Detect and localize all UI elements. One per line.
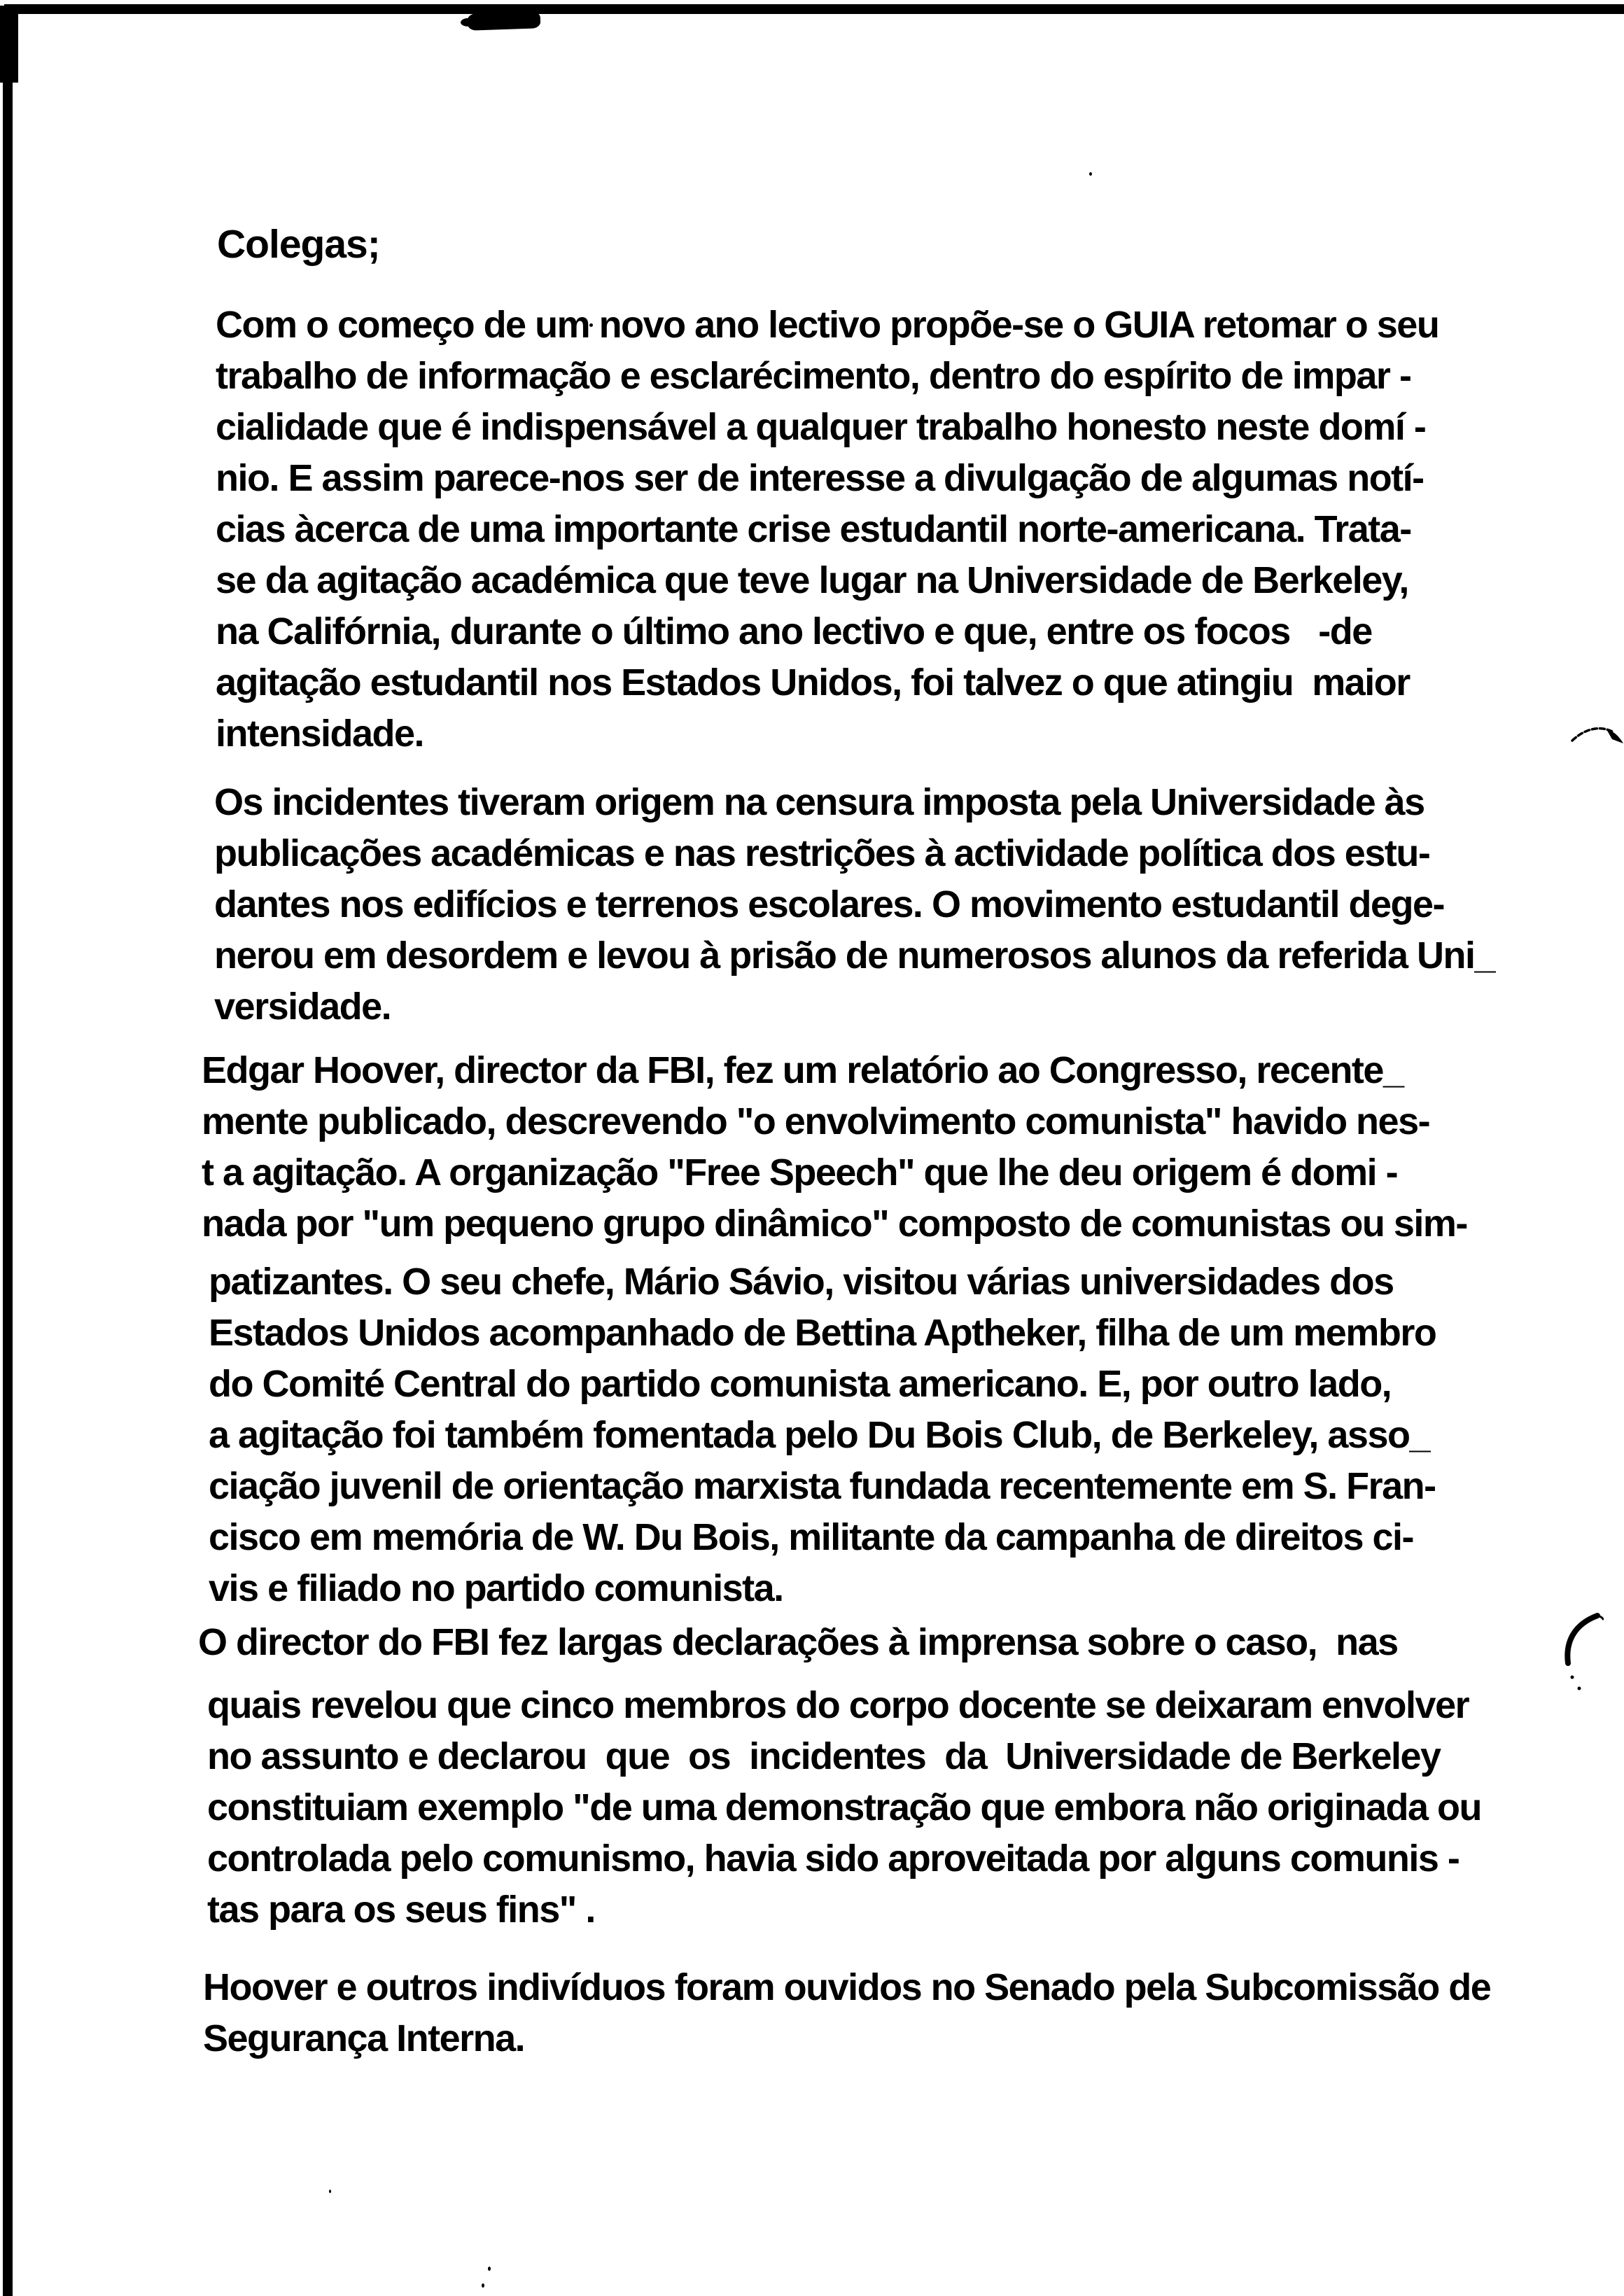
text-line: quais revelou que cinco membros do corpo docente se deixaram envolver: [207, 1684, 1469, 1726]
speck: [1089, 172, 1092, 176]
paragraph-fbi-declarations-lead: [198, 1617, 1398, 1668]
text-line: nerou em desordem e levou à prisão de numerosos alunos da referida Uni_: [214, 934, 1495, 976]
text-line: ciação juvenil de orientação marxista fundada recentemente em S. Fran-: [209, 1465, 1436, 1507]
text-line: constituiam exemplo "de uma demonstração que embora não originada ou: [207, 1786, 1481, 1828]
text-line: nada por "um pequeno grupo dinâmico" composto de comunistas ou sim-: [202, 1203, 1467, 1245]
speck: [482, 2283, 484, 2288]
pen-swoosh-mark: [1570, 720, 1624, 758]
text-line: Estados Unidos acompanhado de Bettina Aptheker, filha de um membro: [209, 1312, 1436, 1354]
text-line: cisco em memória de W. Du Bois, militante da campanha de direitos ci-: [209, 1516, 1414, 1558]
text-line: patizantes. O seu chefe, Mário Sávio, visitou várias universidades dos: [209, 1261, 1394, 1303]
text-line: versidade.: [214, 986, 391, 1028]
paragraph-senate-hearing: [203, 1962, 1490, 2064]
text-line: mente publicado, descrevendo "o envolvimento comunista" havido nes-: [202, 1100, 1430, 1142]
text-line: Os incidentes tiveram origem na censura imposta pela Universidade às: [214, 781, 1424, 823]
scan-corner-mark: [0, 6, 18, 83]
salutation-heading: Colegas;: [217, 222, 380, 267]
text-line: tas para os seus fins" .: [207, 1889, 595, 1931]
scan-left-edge-bar: [3, 6, 13, 2296]
text-line: se da agitação académica que teve lugar na Universidade de Berkeley,: [216, 559, 1408, 601]
text-line: agitação estudantil nos Estados Unidos, foi talvez o que atingiu maior: [216, 662, 1410, 704]
pen-paren-mark: [1551, 1610, 1604, 1701]
text-line: Edgar Hoover, director da FBI, fez um relatório ao Congresso, recente_: [202, 1049, 1404, 1091]
text-line: cias àcerca de uma importante crise estudantil norte-americana. Trata-: [216, 508, 1411, 550]
text-line: vis e filiado no partido comunista.: [209, 1567, 783, 1609]
scan-top-edge-bar: [4, 4, 1624, 14]
text-line: Hoover e outros indivíduos foram ouvidos no Senado pela Subcomissão de: [203, 1966, 1491, 2008]
text-line: publicações académicas e nas restrições à actividade política dos estu-: [214, 832, 1430, 874]
text-line: Segurança Interna.: [203, 2017, 525, 2059]
text-line: cialidade que é indispensável a qualquer trabalho honesto neste domí -: [216, 406, 1426, 448]
paragraph-fbi-declarations-body: [207, 1680, 1481, 1935]
paragraph-hoover-report-continued: [209, 1256, 1436, 1614]
text-line: dantes nos edifícios e terrenos escolares. O movimento estudantil dege-: [214, 883, 1445, 925]
text-line: trabalho de informação e esclarécimento, dentro do espírito de impar -: [216, 355, 1411, 397]
text-line: nio. E assim parece-nos ser de interesse a divulgação de algumas notí-: [216, 457, 1424, 499]
text-line: no assunto e declarou que os incidentes da Universidade de Berkeley: [207, 1735, 1441, 1777]
paragraph-incidents-origin: [214, 777, 1494, 1032]
text-line: t a agitação. A organização "Free Speech" que lhe deu origem é domi -: [202, 1152, 1398, 1194]
paragraph-intro: [216, 300, 1438, 760]
text-line: O director do FBI fez largas declarações à imprensa sobre o caso, nas: [198, 1621, 1398, 1663]
text-line: intensidade.: [216, 713, 424, 755]
paragraph-hoover-report: [202, 1045, 1467, 1250]
speck: [329, 2190, 331, 2193]
text-line: do Comité Central do partido comunista americano. E, por outro lado,: [209, 1363, 1392, 1405]
ink-blot: [468, 11, 541, 31]
text-line: Com o começo de um novo ano lectivo propõe-se o GUIA retomar o seu: [216, 304, 1439, 346]
text-line: a agitação foi também fomentada pelo Du Bois Club, de Berkeley, asso_: [209, 1414, 1429, 1456]
speck: [488, 2267, 491, 2271]
text-line: na Califórnia, durante o último ano lectivo e que, entre os focos -de: [216, 610, 1372, 652]
text-line: controlada pelo comunismo, havia sido aproveitada por alguns comunis -: [207, 1837, 1460, 1879]
